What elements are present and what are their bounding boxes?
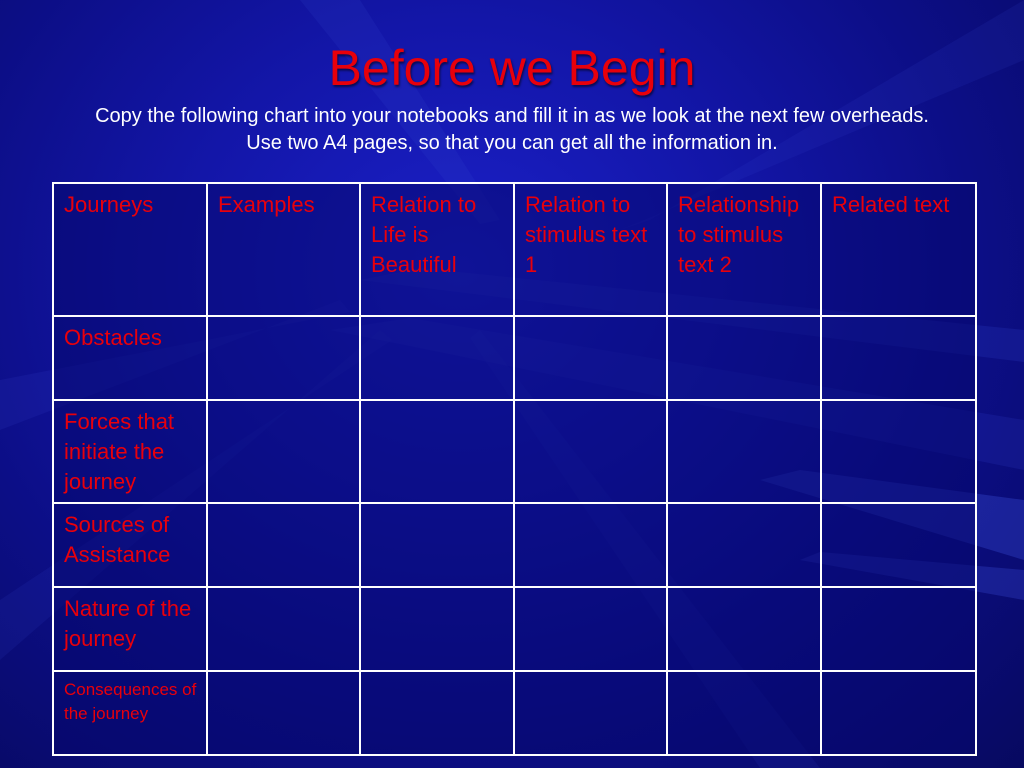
- slide-subtitle: Copy the following chart into your notebooks and fill it in as we look at the next few overheads. Use two A4 pages, so that you can get all the information in.: [95, 105, 929, 154]
- empty-cell: [667, 503, 821, 587]
- empty-cell: [207, 503, 360, 587]
- row-label-obstacles: Obstacles: [53, 316, 207, 400]
- empty-cell: [207, 671, 360, 755]
- empty-cell: [514, 671, 667, 755]
- empty-cell: [207, 316, 360, 400]
- journey-chart-table: [52, 182, 977, 756]
- table-row: [53, 316, 976, 400]
- table-row: [53, 671, 976, 755]
- empty-cell: [514, 400, 667, 503]
- header-cell-related-text: Related text: [821, 183, 976, 316]
- header-cell-relation-life-is-beautiful: Relation to Life is Beautiful: [360, 183, 514, 316]
- header-cell-examples: Examples: [207, 183, 360, 316]
- table-row: [53, 503, 976, 587]
- header-cell-journeys: Journeys: [53, 183, 207, 316]
- empty-cell: [667, 316, 821, 400]
- table-row: [53, 400, 976, 503]
- empty-cell: [360, 400, 514, 503]
- empty-cell: [360, 587, 514, 671]
- empty-cell: [514, 587, 667, 671]
- empty-cell: [514, 503, 667, 587]
- row-label-nature-of-journey: Nature of the journey: [53, 587, 207, 671]
- empty-cell: [360, 316, 514, 400]
- empty-cell: [821, 400, 976, 503]
- empty-cell: [821, 316, 976, 400]
- slide-title: Before we Begin: [328, 40, 696, 96]
- empty-cell: [360, 671, 514, 755]
- empty-cell: [667, 400, 821, 503]
- row-label-forces: Forces that initiate the journey: [53, 400, 207, 503]
- header-cell-relationship-stimulus-2: Relationship to stimulus text 2: [667, 183, 821, 316]
- table-row: [53, 587, 976, 671]
- empty-cell: [821, 671, 976, 755]
- empty-cell: [667, 587, 821, 671]
- row-label-consequences: Consequences of the journey: [53, 671, 207, 755]
- empty-cell: [667, 671, 821, 755]
- empty-cell: [207, 400, 360, 503]
- empty-cell: [207, 587, 360, 671]
- empty-cell: [360, 503, 514, 587]
- empty-cell: [514, 316, 667, 400]
- empty-cell: [821, 587, 976, 671]
- row-label-sources-of-assistance: Sources of Assistance: [53, 503, 207, 587]
- header-cell-relation-stimulus-1: Relation to stimulus text 1: [514, 183, 667, 316]
- empty-cell: [821, 503, 976, 587]
- table-header-row: [53, 183, 976, 316]
